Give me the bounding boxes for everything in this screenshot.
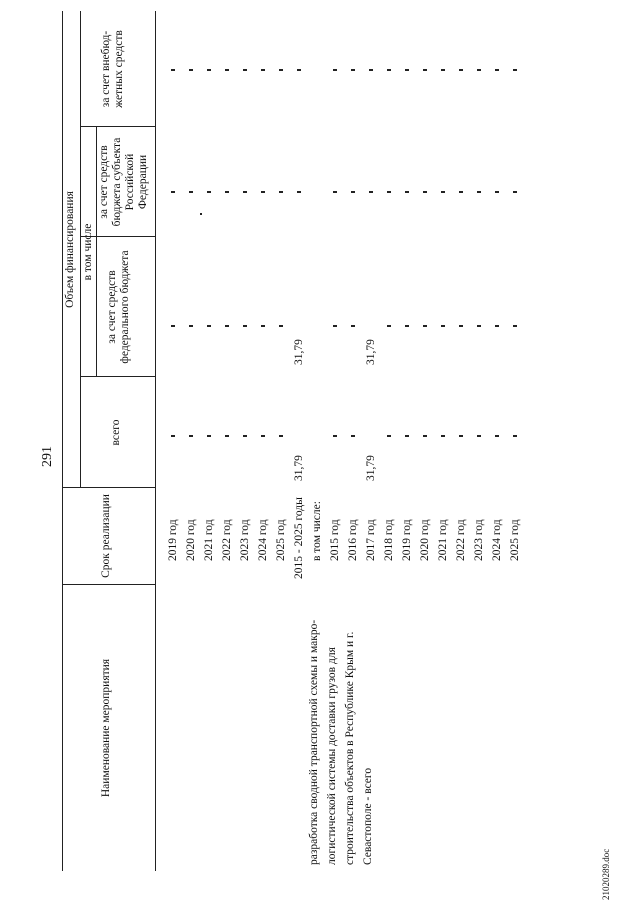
header-term: Срок реализации (100, 494, 112, 578)
regional-dash (441, 191, 445, 193)
header-name: Наименование мероприятия (100, 658, 112, 798)
federal-dash (261, 325, 265, 327)
total-dash (261, 435, 265, 437)
total-dash (243, 435, 247, 437)
regional-dash (279, 191, 283, 193)
total-dash (225, 435, 229, 437)
header-divider-extrabudget (80, 126, 156, 127)
header-total: всего (110, 419, 122, 446)
regional-dash (225, 191, 229, 193)
header-financing: Объем финансирования (64, 191, 76, 308)
header-divider-term (62, 584, 156, 585)
federal-dash (351, 325, 355, 327)
total-dash (351, 435, 355, 437)
extrabudget-dash (171, 69, 175, 71)
total-dash (459, 435, 463, 437)
total-dash (477, 435, 481, 437)
regional-dash (369, 191, 373, 193)
total-cell: 31,79 (293, 455, 305, 481)
extrabudget-dash (477, 69, 481, 71)
term-cell: 2015 год (329, 519, 341, 561)
regional-dash (387, 191, 391, 193)
term-cell: 2019 год (167, 519, 179, 561)
extrabudget-dash (279, 69, 283, 71)
regional-dash (351, 191, 355, 193)
term-cell: 2025 год (509, 519, 521, 561)
regional-dash (423, 191, 427, 193)
extrabudget-dash (441, 69, 445, 71)
footer-filename: 21020289.doc (601, 848, 611, 900)
page-number: 291 (40, 446, 55, 467)
term-cell: 2025 год (275, 519, 287, 561)
table-header-bottom-rule (155, 11, 156, 871)
term-cell: 2015 - 2025 годы (293, 497, 305, 579)
total-dash (189, 435, 193, 437)
extrabudget-dash (333, 69, 337, 71)
total-dash (333, 435, 337, 437)
term-cell: 2016 год (347, 519, 359, 561)
header-divider-total (62, 487, 156, 488)
term-cell: 2021 год (203, 519, 215, 561)
extrabudget-dash (189, 69, 193, 71)
extrabudget-dash (351, 69, 355, 71)
regional-dash (189, 191, 193, 193)
term-cell: 2023 год (239, 519, 251, 561)
term-cell: 2017 год (365, 519, 377, 561)
total-dash (513, 435, 517, 437)
regional-dash (477, 191, 481, 193)
term-cell: 2022 год (221, 519, 233, 561)
extrabudget-dash (261, 69, 265, 71)
regional-dash (405, 191, 409, 193)
total-dash (495, 435, 499, 437)
term-cell: 2023 год (473, 519, 485, 561)
term-cell: 2019 год (401, 519, 413, 561)
scan-mark (200, 213, 202, 215)
regional-dash (207, 191, 211, 193)
total-dash (441, 435, 445, 437)
item-name: разработка сводной транспортной схемы и макро-логистической системы доставки грузов для строительства объектов в Республике Крым и г. Севастополе - всего (308, 619, 374, 865)
federal-dash (279, 325, 283, 327)
extrabudget-dash (243, 69, 247, 71)
term-cell: 2024 год (491, 519, 503, 561)
regional-dash (459, 191, 463, 193)
federal-dash (207, 325, 211, 327)
federal-cell: 31,79 (293, 339, 305, 365)
federal-dash (477, 325, 481, 327)
extrabudget-dash (297, 69, 301, 71)
term-cell: 2022 год (455, 519, 467, 561)
federal-dash (495, 325, 499, 327)
extrabudget-dash (369, 69, 373, 71)
total-dash (207, 435, 211, 437)
term-cell: 2020 год (185, 519, 197, 561)
regional-dash (243, 191, 247, 193)
term-cell: 2021 год (437, 519, 449, 561)
header-regional: за счет средств бюджета субъекта Российской Федерации (98, 137, 149, 227)
header-divider-financing (80, 11, 81, 488)
term-cell: 2024 год (257, 519, 269, 561)
extrabudget-dash (423, 69, 427, 71)
term-cell: 2020 год (419, 519, 431, 561)
regional-dash (513, 191, 517, 193)
regional-dash (297, 191, 301, 193)
federal-dash (387, 325, 391, 327)
extrabudget-dash (459, 69, 463, 71)
federal-dash (459, 325, 463, 327)
regional-dash (333, 191, 337, 193)
federal-dash (243, 325, 247, 327)
including-label: в том числе: (311, 501, 323, 561)
header-extrabudget: за счет внебюд-жетных средств (100, 30, 125, 108)
regional-dash (495, 191, 499, 193)
header-federal: за счет средств федерального бюджета (106, 250, 131, 364)
federal-dash (171, 325, 175, 327)
extrabudget-dash (207, 69, 211, 71)
header-including: в том числе (82, 223, 94, 281)
federal-cell: 31,79 (365, 339, 377, 365)
total-dash (171, 435, 175, 437)
regional-dash (171, 191, 175, 193)
header-divider-including (96, 127, 97, 377)
extrabudget-dash (225, 69, 229, 71)
federal-dash (189, 325, 193, 327)
federal-dash (423, 325, 427, 327)
extrabudget-dash (387, 69, 391, 71)
regional-dash (261, 191, 265, 193)
total-dash (423, 435, 427, 437)
federal-dash (513, 325, 517, 327)
extrabudget-dash (513, 69, 517, 71)
total-dash (405, 435, 409, 437)
federal-dash (441, 325, 445, 327)
header-divider-federal (80, 376, 156, 377)
total-dash (279, 435, 283, 437)
total-cell: 31,79 (365, 455, 377, 481)
federal-dash (333, 325, 337, 327)
extrabudget-dash (495, 69, 499, 71)
total-dash (387, 435, 391, 437)
table-top-rule (62, 11, 63, 871)
term-cell: 2018 год (383, 519, 395, 561)
federal-dash (225, 325, 229, 327)
federal-dash (405, 325, 409, 327)
extrabudget-dash (405, 69, 409, 71)
